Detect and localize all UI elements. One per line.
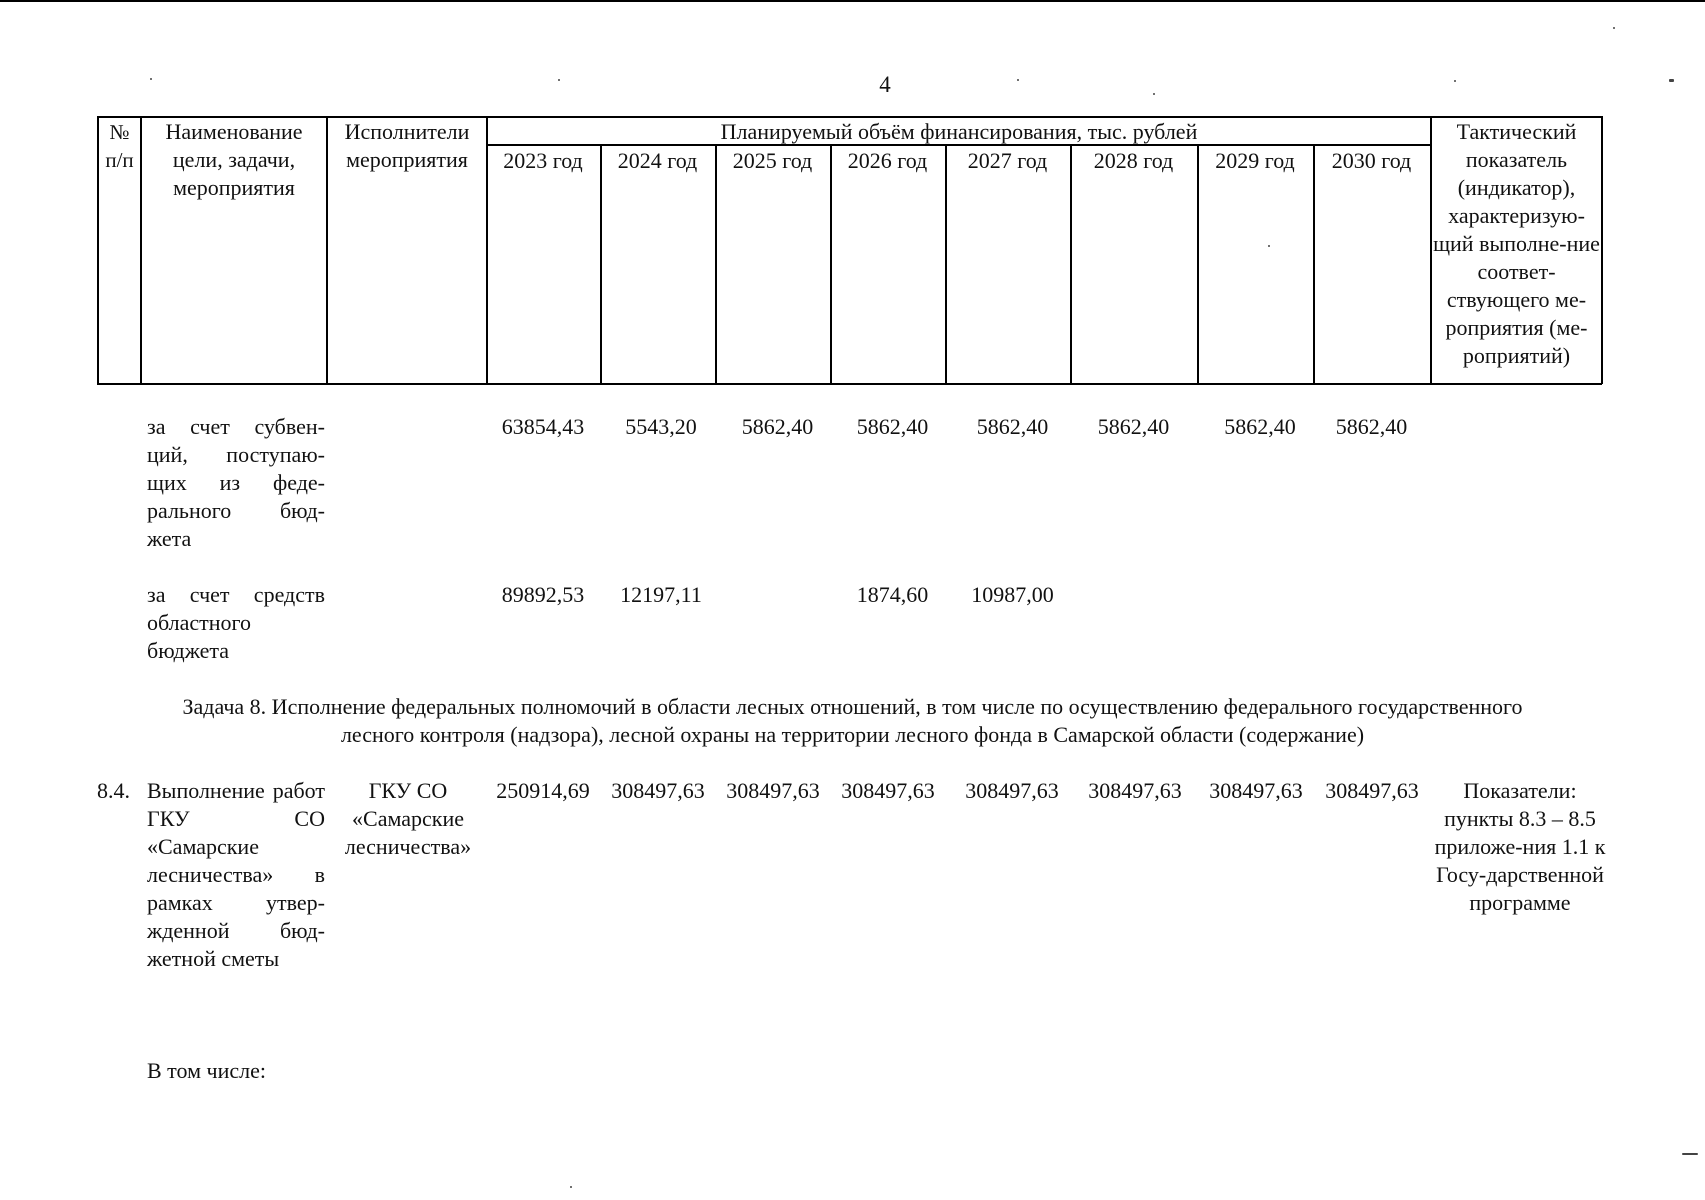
- header-year-2025: 2025 год: [732, 148, 813, 173]
- scan-speck: [1613, 27, 1615, 29]
- including-label: В том числе:: [147, 1058, 266, 1083]
- header-bottom-line: [97, 383, 1602, 385]
- header-col-no: № п/п: [105, 120, 134, 172]
- header-col-plan: Планируемый объём финансирования, тыс. рублей: [720, 119, 1198, 144]
- item-8-4-indicator: Показатели: пункты 8.3 – 8.5 приложе-ния 1.1 к Госу-дарственной программе: [1434, 778, 1606, 915]
- task-8-heading-line1: Задача 8. Исполнение федеральных полномочий в области лесных отношений, в том числе по осуществлению федерального государственного: [182, 694, 1523, 719]
- header-year-2030: 2030 год: [1331, 148, 1412, 173]
- top-border-rule: [0, 0, 1705, 2]
- header-year-2026: 2026 год: [847, 148, 928, 173]
- row-regional-2024: 12197,11: [620, 582, 702, 607]
- scan-speck: [1268, 245, 1270, 247]
- item-8-4-2024: 308497,63: [611, 778, 705, 803]
- page-number: 4: [879, 72, 891, 97]
- scan-speck: [1017, 79, 1019, 81]
- scan-speck: [1669, 79, 1674, 82]
- item-8-4-2025: 308497,63: [726, 778, 820, 803]
- row-regional-2023: 89892,53: [501, 582, 585, 607]
- item-8-4-2023: 250914,69: [496, 778, 590, 803]
- scan-speck: [1454, 80, 1456, 82]
- item-8-4-2029: 308497,63: [1209, 778, 1303, 803]
- header-col-indicator: Тактический показатель (индикатор), характеризую-щий выполне-ние соответ-ствующего ме-роприятия (ме-роприятий): [1433, 119, 1600, 368]
- scan-speck: [150, 78, 152, 80]
- item-8-4-2030: 308497,63: [1325, 778, 1419, 803]
- item-8-4-2026: 308497,63: [841, 778, 935, 803]
- row-federal-2025: 5862,40: [741, 414, 814, 439]
- item-8-4-2028: 308497,63: [1088, 778, 1182, 803]
- row-regional-name: за счет средств областного бюджета: [147, 582, 325, 663]
- grid-v8: [1070, 144, 1072, 384]
- grid-v12: [1601, 116, 1603, 384]
- grid-v4: [600, 144, 602, 384]
- row-federal-2029: 5862,40: [1224, 414, 1296, 439]
- item-8-4-name: Выполнение работ ГКУ СО «Самарские лесничества» в рамках утвер-жденной бюд-жетной сметы: [147, 778, 325, 971]
- scan-speck: [1153, 93, 1155, 95]
- row-federal-2024: 5543,20: [625, 414, 697, 439]
- header-year-2029: 2029 год: [1215, 148, 1295, 173]
- header-year-2027: 2027 год: [967, 148, 1048, 173]
- row-federal-2030: 5862,40: [1335, 414, 1408, 439]
- row-regional-2027: 10987,00: [971, 582, 1054, 607]
- item-8-4-number: 8.4.: [97, 778, 130, 803]
- header-year-2024: 2024 год: [617, 148, 698, 173]
- header-year-2028: 2028 год: [1093, 148, 1174, 173]
- grid-v10: [1313, 144, 1315, 384]
- row-federal-name: за счет субвен-ций, поступаю-щих из феде-рального бюд-жета: [147, 414, 325, 551]
- row-regional-2026: 1874,60: [856, 582, 929, 607]
- row-federal-2028: 5862,40: [1097, 414, 1170, 439]
- row-federal-2023: 63854,43: [501, 414, 585, 439]
- grid-v7: [945, 144, 947, 384]
- grid-v6: [830, 144, 832, 384]
- scan-speck: [1682, 1153, 1698, 1155]
- header-year-2023: 2023 год: [503, 148, 583, 173]
- grid-v9: [1197, 144, 1199, 384]
- row-federal-2026: 5862,40: [856, 414, 929, 439]
- row-federal-2027: 5862,40: [976, 414, 1049, 439]
- item-8-4-executor: ГКУ СО «Самарские лесничества»: [344, 778, 472, 859]
- header-col-name: Наименование цели, задачи, мероприятия: [165, 119, 303, 200]
- grid-v5: [715, 144, 717, 384]
- scan-speck: [558, 79, 560, 81]
- scan-speck: [570, 1186, 572, 1188]
- item-8-4-2027: 308497,63: [965, 778, 1059, 803]
- header-col-exec: Исполнители мероприятия: [344, 119, 470, 172]
- task-8-heading-line2: лесного контроля (надзора), лесной охраны на территории лесного фонда в Самарской области (содержание): [340, 722, 1365, 747]
